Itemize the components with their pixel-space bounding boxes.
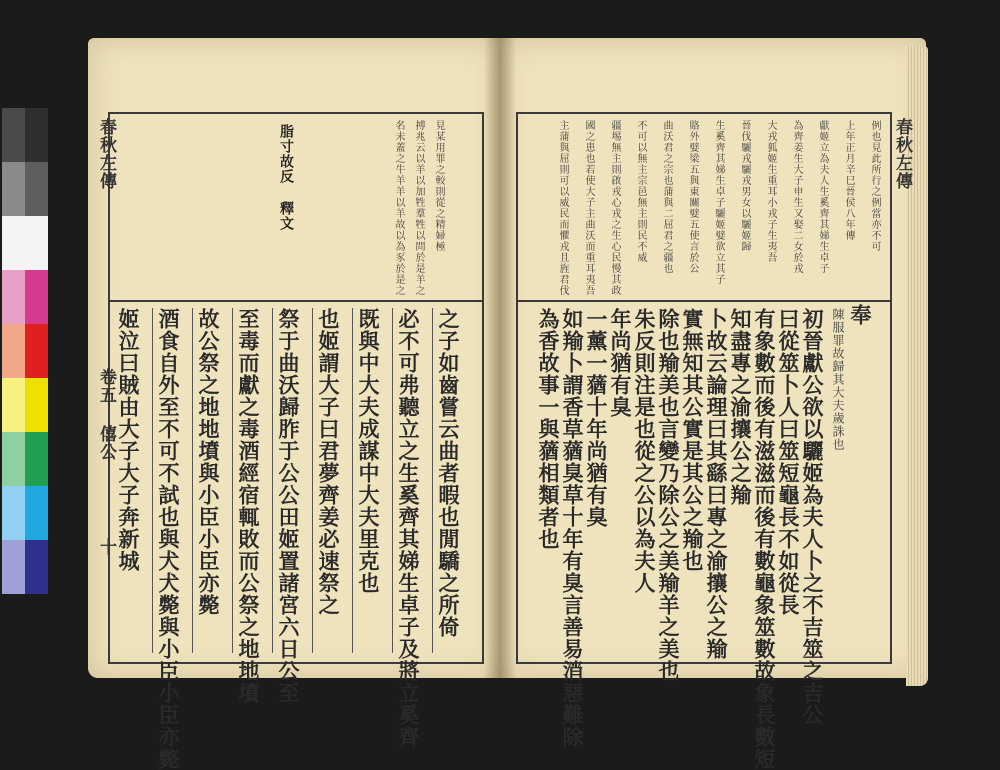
right-main-column-12: 為香故事一與蕕相類者也 xyxy=(536,308,561,550)
column-rule xyxy=(312,308,313,653)
calibration-swatch xyxy=(25,108,48,162)
left-top-column-2: 搏兆云以羊以加牲羣牲以問於是羊之 xyxy=(413,120,424,296)
calibration-row xyxy=(2,270,48,324)
right-top-column-5: 大戎狐姬生重耳小戎子生夷吾 xyxy=(765,120,776,263)
calibration-swatch xyxy=(2,432,25,486)
right-main-column-7: 除也羭美也言變乃除公之美羭羊之美也 xyxy=(656,308,681,682)
calibration-swatch xyxy=(25,540,48,594)
right-top-column-11: 疆埸無主則啟戎心戎之生心民慢其政 xyxy=(609,120,620,296)
left-section-divider xyxy=(108,300,484,302)
column-rule xyxy=(432,308,433,653)
right-subheading: 陳服罪故歸其大夫歲誅也 xyxy=(831,308,845,451)
right-main-column-10: 一薰一蕕十年尚猶有臭 xyxy=(584,308,609,528)
right-top-column-1: 例也見此所行之例當亦不可 xyxy=(869,120,880,252)
left-main-column-2: 酒食自外至不可不試也與犬犬斃與小臣小臣亦斃 xyxy=(156,308,181,770)
calibration-swatch xyxy=(2,486,25,540)
right-main-column-2: 曰從筮卜人曰筮短龜長不如從長 xyxy=(776,308,801,616)
right-top-column-2: 上年正月辛巳晉侯八年傳 xyxy=(843,120,854,241)
right-top-column-6: 晉伐驪戎驪戎男女以驪姬歸 xyxy=(739,120,750,252)
calibration-swatch xyxy=(2,324,25,378)
right-main-column-9: 年尚猶有臭 xyxy=(608,308,633,418)
calibration-row xyxy=(2,486,48,540)
calibration-row xyxy=(2,378,48,432)
column-rule xyxy=(352,308,353,653)
color-calibration-strip xyxy=(2,108,48,594)
calibration-row xyxy=(2,540,48,594)
right-main-column-4: 知盡專之渝攘公之羭 xyxy=(728,308,753,506)
book-gutter xyxy=(484,38,516,678)
calibration-swatch xyxy=(2,270,25,324)
calibration-swatch xyxy=(2,540,25,594)
calibration-row xyxy=(2,216,48,270)
left-main-column-3: 故公祭之地地墳與小臣小臣亦斃 xyxy=(196,308,221,616)
left-margin-volume: 卷五 僖公 xyxy=(96,368,116,461)
column-rule xyxy=(152,308,153,653)
left-main-column-5: 祭于曲沃歸胙于公公田姬置諸宮六日公至 xyxy=(276,308,301,704)
right-top-column-4: 為齊姜生大子申生又娶二女於戎 xyxy=(791,120,802,274)
calibration-swatch xyxy=(25,378,48,432)
right-top-column-8: 賂外嬖梁五與東關嬖五使言於公 xyxy=(687,120,698,274)
calibration-swatch xyxy=(25,324,48,378)
calibration-swatch xyxy=(25,216,48,270)
right-main-column-5: 卜故云論理曰其繇曰專之渝攘公之羭 xyxy=(704,308,729,660)
calibration-row xyxy=(2,162,48,216)
right-top-column-3: 獻姬立為夫人生奚齊其娣生卓子 xyxy=(817,120,828,274)
left-main-column-9: 之子如齒嘗云曲者暇也閒驕之所倚 xyxy=(436,308,461,638)
right-heading: 奉 xyxy=(848,304,873,326)
right-section-divider xyxy=(516,300,892,302)
calibration-swatch xyxy=(2,162,25,216)
calibration-swatch xyxy=(25,162,48,216)
right-top-column-7: 生奚齊其娣生卓子驪姬嬖欲立其子 xyxy=(713,120,724,285)
right-main-column-6: 實無知其公實是其公之羭也 xyxy=(680,308,705,572)
column-rule xyxy=(192,308,193,653)
calibration-swatch xyxy=(2,378,25,432)
left-main-column-1: 姬泣曰賊由大子大子奔新城 xyxy=(116,308,141,572)
left-top-heading: 脂寸故反 釋文 xyxy=(278,124,294,231)
left-margin-title: 春秋左傳 xyxy=(96,118,116,190)
right-top-column-13: 主蒲與屈則可以威民而懼戎且旌君伐 xyxy=(557,120,568,296)
calibration-row xyxy=(2,324,48,378)
right-margin-title: 春秋左傳 xyxy=(892,118,912,190)
calibration-row xyxy=(2,108,48,162)
right-top-column-12: 國之患也若使大子主曲沃而重耳夷吾 xyxy=(583,120,594,296)
calibration-swatch xyxy=(25,486,48,540)
right-main-column-3: 有象數而後有滋滋而後有數龜象筮數故象長數短 xyxy=(752,308,777,770)
right-top-column-9: 曲沃君之宗也蒲與二屈君之疆也 xyxy=(661,120,672,274)
calibration-row xyxy=(2,432,48,486)
column-rule xyxy=(232,308,233,653)
left-main-column-6: 也姬謂大子曰君夢齊姜必速祭之 xyxy=(316,308,341,616)
left-main-column-8: 必不可弗聽立之生奚齊其娣生卓子及將立奚齊 xyxy=(396,308,421,748)
right-main-column-1: 初晉獻公欲以驪姬為夫人卜之不吉筮之吉公 xyxy=(800,308,825,726)
right-main-column-11: 如羭卜謂香草蕕臭草十年有臭言善易消惡難除 xyxy=(560,308,585,748)
open-book xyxy=(88,38,928,770)
calibration-swatch xyxy=(25,432,48,486)
left-main-column-4: 至毒而獻之毒酒經宿輒敗而公祭之地地墳 xyxy=(236,308,261,704)
calibration-swatch xyxy=(2,108,25,162)
calibration-swatch xyxy=(2,216,25,270)
left-main-column-7: 既與中大夫成謀中大夫里克也 xyxy=(356,308,381,594)
left-top-column-3: 見某用罪之較則從之精婦極 xyxy=(433,120,444,252)
right-main-column-8: 朱反則注是也從之公以為夫人 xyxy=(632,308,657,594)
left-top-column-1: 名未蓋之牛羊羊以羊故以為豕於是之 xyxy=(393,120,404,296)
left-margin-page: 十 xyxy=(96,538,116,556)
right-top-column-10: 不可以無主宗邑無主則民不威 xyxy=(635,120,646,263)
column-rule xyxy=(272,308,273,653)
calibration-swatch xyxy=(25,270,48,324)
column-rule xyxy=(392,308,393,653)
